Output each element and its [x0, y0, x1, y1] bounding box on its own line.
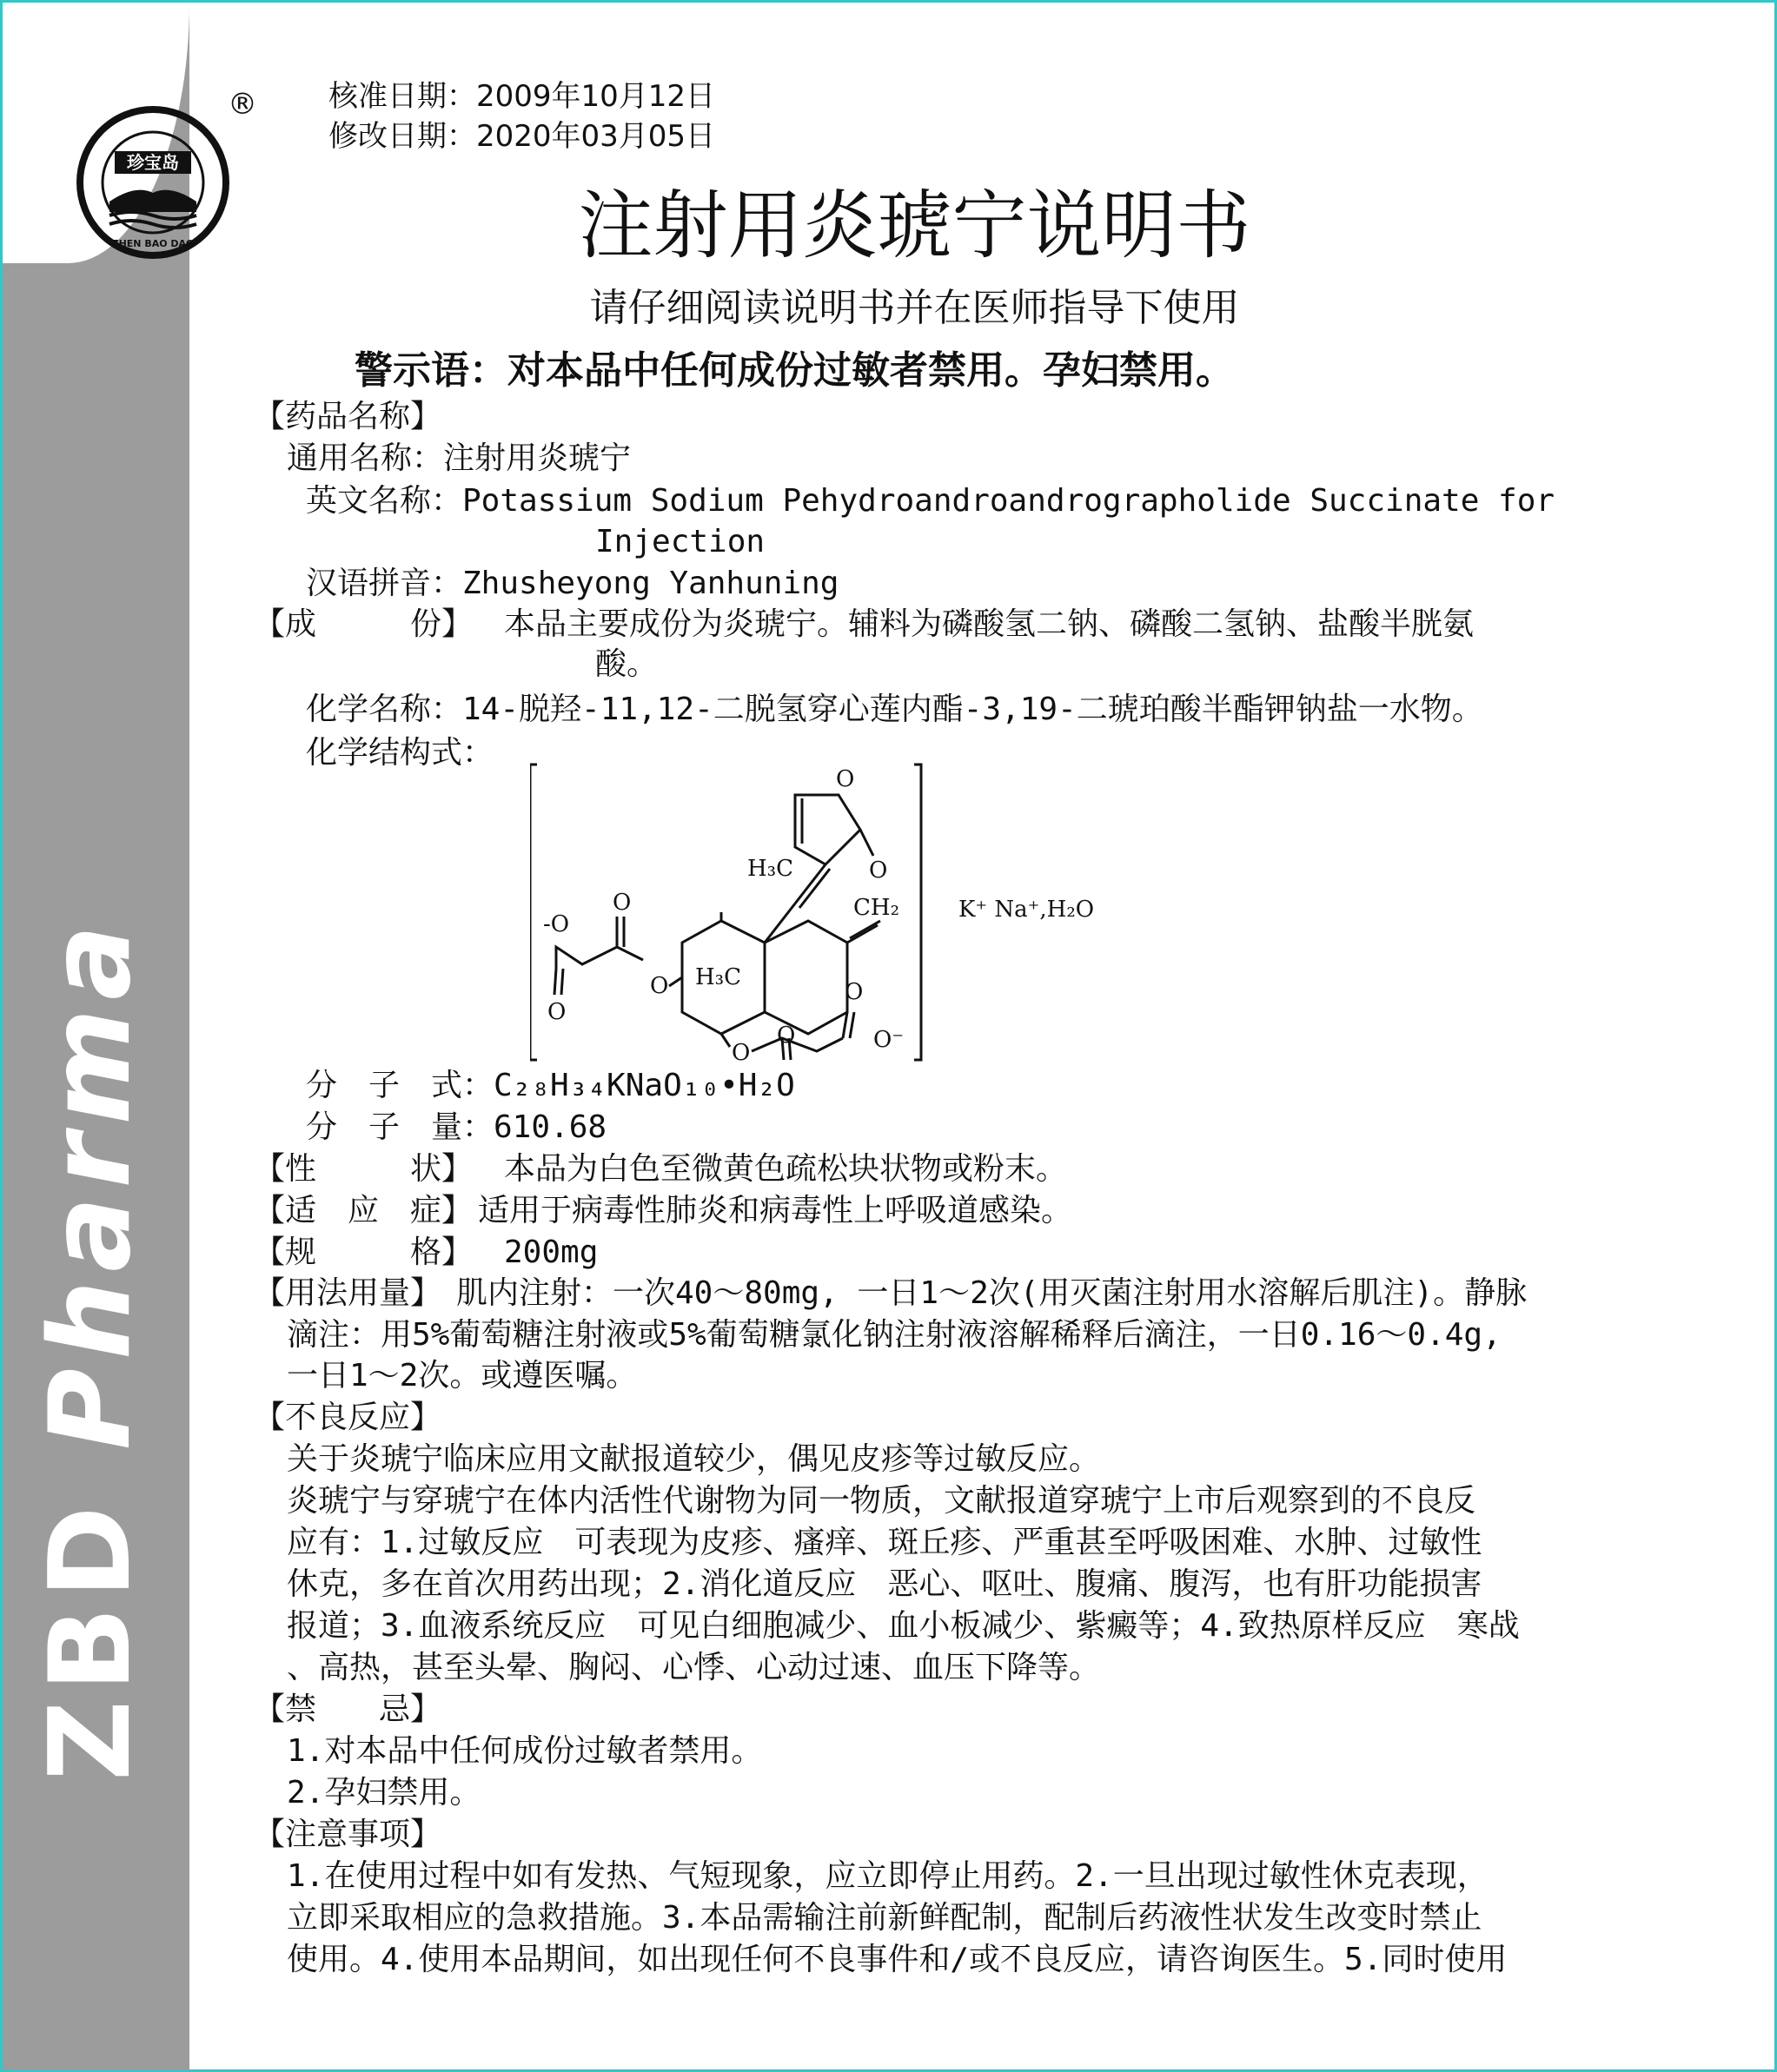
dates-block [328, 76, 715, 156]
label-ch2: CH₂ [853, 895, 899, 921]
label-h3c-bottom: H₃C [695, 964, 741, 990]
contraindication-1: 1.对本品中任何成份过敏者禁用。 [287, 1733, 763, 1769]
usage-line-3: 一日1～2次。或遵医嘱。 [287, 1358, 638, 1393]
specification-text: 200mg [504, 1235, 599, 1270]
precautions-line-3: 使用。4.使用本品期间，如出现任何不良事件和/或不良反应，请咨询医生。5.同时使用 [287, 1942, 1508, 1977]
precautions-line-2: 立即采取相应的急救措施。3.本品需输注前新鲜配制，配制后药液性状发生改变时禁止 [287, 1900, 1482, 1936]
registered-mark: ® [228, 87, 257, 122]
molecular-weight: 分 子 量：610.68 [306, 1109, 607, 1145]
page-title: 注射用炎琥宁说明书 [578, 182, 1251, 269]
section-heading-properties: 【性 状】 [254, 1151, 474, 1187]
brand-vertical [26, 912, 156, 1781]
label-o-bottom: O [777, 1023, 796, 1049]
generic-name: 通用名称：注射用炎琥宁 [287, 440, 632, 476]
label-o-left-carbonyl: O [613, 890, 632, 916]
properties-text: 本品为白色至微黄色疏松块状物或粉末。 [504, 1151, 1068, 1187]
logo-cn-text: 珍宝岛 [127, 152, 179, 173]
section-heading-usage: 【用法用量】 [254, 1275, 442, 1311]
label-o-right-acid: O [845, 979, 864, 1005]
adverse-line-5: 报道；3.血液系统反应 可见白细胞减少、血小板减少、紫癜等；4.致热原样反应 寒战 [287, 1608, 1520, 1644]
label-o-ester2: O [732, 1040, 751, 1064]
salt-label: K⁺ Na⁺,H₂O [958, 897, 1095, 923]
section-heading-specification: 【规 格】 [254, 1235, 474, 1270]
section-heading-composition: 【成 份】 [254, 606, 474, 642]
adverse-line-2: 炎琥宁与穿琥宁在体内活性代谢物为同一物质，文献报道穿琥宁上市后观察到的不良反 [287, 1483, 1476, 1519]
label-o-minus-right: O⁻ [873, 1027, 905, 1053]
section-heading-adverse-reactions: 【不良反应】 [254, 1400, 442, 1435]
section-heading-precautions: 【注意事项】 [254, 1817, 442, 1852]
subtitle: 请仔细阅读说明书并在医师指导下使用 [589, 286, 1240, 330]
adverse-line-3: 应有：1.过敏反应 可表现为皮疹、瘙痒、斑丘疹、严重甚至呼吸困难、水肿、过敏性 [287, 1525, 1482, 1560]
label-o-ring: O [836, 766, 855, 792]
indications-text: 适用于病毒性肺炎和病毒性上呼吸道感染。 [478, 1193, 1073, 1228]
composition-line-1: 本品主要成份为炎琥宁。辅料为磷酸氢二钠、磷酸二氢钠、盐酸半胱氨 [504, 606, 1475, 642]
section-heading-name: 【药品名称】 [254, 399, 442, 434]
chemical-structure-label: 化学结构式： [306, 735, 494, 771]
approval-date: 核准日期：2009年10月12日 [328, 79, 716, 114]
brand-word-2: Pharma [26, 916, 156, 1450]
english-name-line-2: Injection [595, 524, 766, 559]
label-o-minus-left: -O [543, 911, 570, 937]
brand-word-1: ZBD [26, 1497, 156, 1781]
section-heading-contraindications: 【禁 忌】 [254, 1691, 442, 1727]
usage-line-2: 滴注：用5%葡萄糖注射液或5%葡萄糖氯化钠注射液溶解稀释后滴注，一日0.16～0.4g, [287, 1317, 1502, 1353]
section-heading-indications: 【适 应 症】 [254, 1193, 474, 1228]
label-o-ester: O [650, 973, 669, 999]
usage-line-1: 肌内注射：一次40～80mg, 一日1～2次(用灭菌注射用水溶解后肌注)。静脉 [456, 1275, 1528, 1311]
chemical-name: 化学名称：14-脱羟-11,12-二脱氢穿心莲内酯-3,19-二琥珀酸半酯钾钠盐一水物。 [306, 692, 1483, 727]
adverse-line-1: 关于炎琥宁临床应用文献报道较少，偶见皮疹等过敏反应。 [287, 1441, 1101, 1477]
warning-statement: 警示语：对本品中任何成份过敏者禁用。孕妇禁用。 [355, 348, 1234, 393]
contraindication-2: 2.孕妇禁用。 [287, 1775, 481, 1811]
english-name-line-1: 英文名称：Potassium Sodium Pehydroandroandrographolide Succinate for [306, 483, 1555, 519]
label-o-left-acid: O [547, 999, 567, 1025]
adverse-line-4: 休克，多在首次用药出现；2.消化道反应 恶心、呕吐、腹痛、腹泻，也有肝功能损害 [287, 1566, 1482, 1602]
label-o-carbonyl: O [869, 857, 888, 884]
revision-date: 修改日期：2020年03月05日 [328, 119, 716, 154]
pinyin-name: 汉语拼音：Zhusheyong Yanhuning [306, 566, 839, 601]
precautions-line-1: 1.在使用过程中如有发热、气短现象，应立即停止用药。2.一旦出现过敏性休克表现， [287, 1858, 1489, 1894]
adverse-line-6: 、高热，甚至头晕、胸闷、心悸、心动过速、血压下降等。 [287, 1650, 1101, 1685]
molecular-formula: 分 子 式：C₂₈H₃₄KNaO₁₀•H₂O [306, 1068, 795, 1103]
composition-line-2: 酸。 [595, 646, 659, 682]
label-h3c-top: H₃C [747, 856, 793, 882]
logo-en-text: ZHEN BAO DAO [111, 238, 195, 249]
